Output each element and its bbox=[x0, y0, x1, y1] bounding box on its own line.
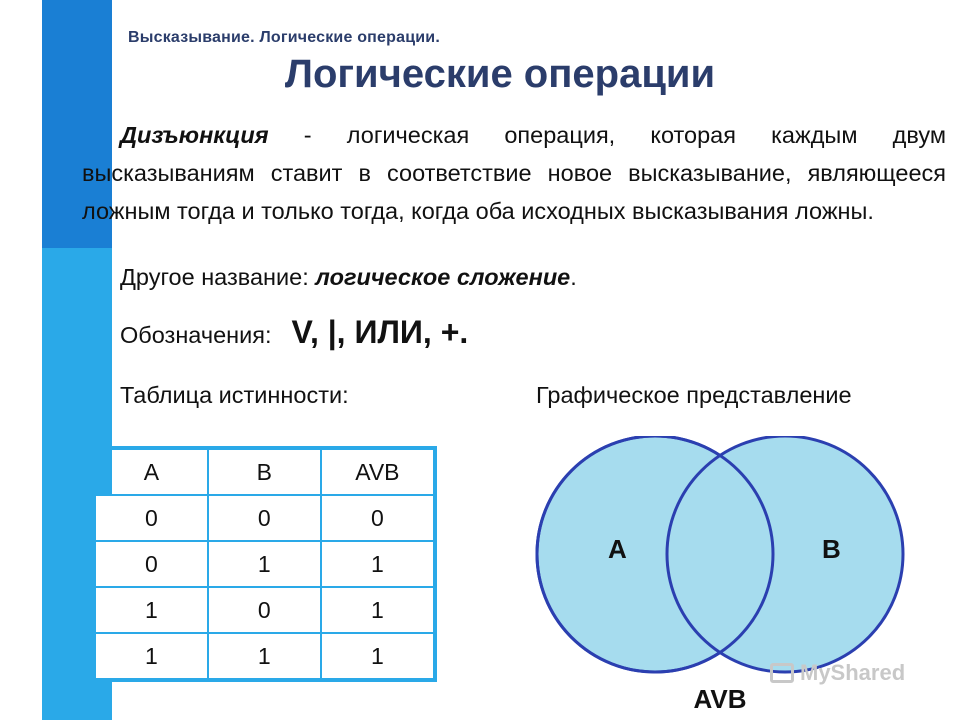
other-name-value: логическое сложение bbox=[315, 264, 571, 290]
table-cell: 1 bbox=[94, 587, 208, 633]
table-cell: 1 bbox=[321, 587, 435, 633]
venn-label-b: B bbox=[822, 534, 841, 564]
table-cell: 0 bbox=[94, 541, 208, 587]
breadcrumb: Высказывание. Логические операции. bbox=[128, 29, 440, 46]
graphic-label: Графическое представление bbox=[536, 382, 852, 408]
table-cell: 1 bbox=[94, 633, 208, 680]
slide-title: Логические операции bbox=[284, 52, 716, 96]
header-cell-b: B bbox=[208, 448, 321, 495]
table-cell: 1 bbox=[208, 633, 321, 680]
other-name-label: Другое название: bbox=[120, 264, 316, 290]
notation-value: V, |, ИЛИ, +. bbox=[291, 314, 469, 350]
table-cell: 1 bbox=[208, 541, 321, 587]
notation-label: Обозначения: bbox=[120, 322, 272, 348]
header-cell-a: A bbox=[94, 448, 208, 495]
definition-paragraph bbox=[82, 116, 946, 230]
table-row bbox=[94, 541, 435, 587]
table-cell: 1 bbox=[321, 541, 435, 587]
other-name-line bbox=[120, 264, 577, 291]
table-cell: 1 bbox=[321, 633, 435, 680]
venn-circle-b bbox=[667, 436, 903, 672]
table-header-row bbox=[94, 448, 435, 495]
watermark bbox=[770, 660, 905, 686]
table-cell: 0 bbox=[321, 495, 435, 541]
truth-table bbox=[92, 446, 437, 682]
other-name-suffix: . bbox=[570, 264, 577, 290]
table-row bbox=[94, 633, 435, 680]
table-row bbox=[94, 495, 435, 541]
venn-label-a: A bbox=[608, 534, 627, 564]
truth-table-label: Таблица истинности: bbox=[120, 382, 349, 408]
table-row bbox=[94, 587, 435, 633]
header-cell-result: AVB bbox=[321, 448, 435, 495]
definition-term: Дизъюнкция bbox=[120, 122, 269, 148]
table-cell: 0 bbox=[208, 587, 321, 633]
table-cell: 0 bbox=[94, 495, 208, 541]
definition-text: - логическая операция, которая каждым двум высказываниям ставит в соответствие новое высказывание, являющееся ложным тогда и только тогда, когда оба исходных высказывания ложны. bbox=[82, 122, 946, 224]
table-cell: 0 bbox=[208, 495, 321, 541]
watermark-logo-icon bbox=[770, 663, 794, 683]
watermark-text: MyShared bbox=[800, 660, 906, 685]
notation-line bbox=[120, 314, 468, 351]
venn-result-label: AVB bbox=[693, 684, 747, 714]
